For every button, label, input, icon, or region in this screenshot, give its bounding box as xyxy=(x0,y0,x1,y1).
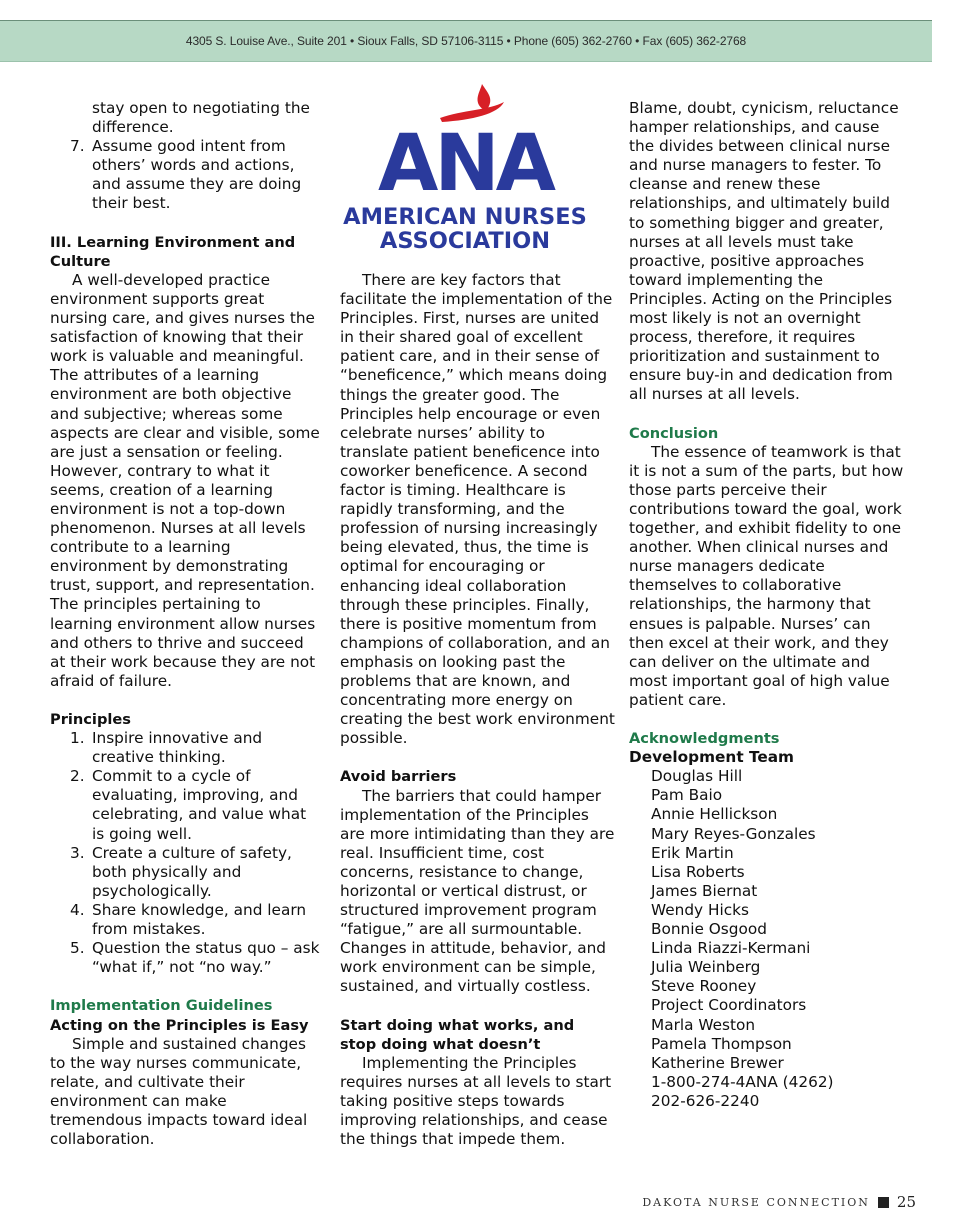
list-item: 2. Commit to a cycle of evaluating, improving, and celebrating, and value what is going well. xyxy=(70,767,307,843)
list-item: 1-800-274-4ANA (4262) xyxy=(651,1072,834,1091)
logo-letters: ANA xyxy=(377,119,553,209)
principles-heading: Principles xyxy=(50,711,131,728)
list-item: 3. Create a culture of safety, both physically and psychologically. xyxy=(70,843,292,900)
ana-logo xyxy=(312,80,618,255)
page-footer xyxy=(642,1193,916,1211)
start-paragraph: Implementing the Principles requires nurses at all levels to start taking positive steps towards improving relationships, and cease the things that impede them. xyxy=(340,1053,612,1149)
team-heading: Development Team xyxy=(629,748,795,767)
magazine-title: DAKOTA NURSE CONNECTION xyxy=(642,1195,870,1209)
implementation-subheading: Acting on the Principles is Easy xyxy=(50,1016,309,1034)
list-number: 7. xyxy=(70,137,85,156)
list-item: Katherine Brewer xyxy=(651,1053,784,1072)
list-item: Lisa Roberts xyxy=(651,862,745,881)
list-item: Julia Weinberg xyxy=(651,958,761,977)
list-item: Mary Reyes-Gonzales xyxy=(651,824,816,843)
barriers-heading: Avoid barriers xyxy=(340,768,457,786)
conclusion-paragraph: The essence of teamwork is that it is not a sum of the parts, but how those parts perceive their contributions toward the goal, work together, and exhibit fidelity to one another. When clinical nurses and nurse managers dedicate themselves to collaborative relationships, the harmony that ensues is palpable. Nurses’ can then excel at their work, and they can deliver on the ultimate and most important goal of high value patient care. xyxy=(629,442,904,709)
list-item: Steve Rooney xyxy=(651,977,757,996)
list-item: Douglas Hill xyxy=(651,767,743,786)
implementation-paragraph: Simple and sustained changes to the way nurses communicate, relate, and cultivate their environment can make tremendous impacts toward ideal collaboration. xyxy=(50,1034,308,1149)
list-item: 5. Question the status quo – ask “what if,” not “no way.” xyxy=(70,939,320,977)
section-heading: III. Learning Environment and Culture xyxy=(50,233,296,270)
flame-icon xyxy=(440,84,504,122)
list-item: Annie Hellickson xyxy=(651,805,778,824)
list-item: 1. Inspire innovative and creative thinking. xyxy=(70,729,263,767)
principles-list xyxy=(50,729,322,977)
page-number: 25 xyxy=(896,1193,916,1211)
list-item: Bonnie Osgood xyxy=(651,920,767,939)
team-list xyxy=(629,767,904,1111)
square-separator-icon xyxy=(878,1197,889,1208)
address-text: 4305 S. Louise Ave., Suite 201 • Sioux Falls, SD 57106-3115 • Phone (605) 362-2760 • Fax (605) 362-2768 xyxy=(185,34,747,48)
implementation-heading: Implementation Guidelines xyxy=(50,997,273,1015)
list-item: Erik Martin xyxy=(651,843,734,862)
list-item: Wendy Hicks xyxy=(651,900,749,919)
column-middle xyxy=(340,271,615,1149)
conclusion-heading: Conclusion xyxy=(629,424,719,442)
list-item: 7. Assume good intent from others’ words and actions, and assume they are doing their best. xyxy=(70,137,302,213)
list-item: Marla Weston xyxy=(651,1015,756,1034)
logo-line2: ASSOCIATION xyxy=(379,228,551,254)
list-item: James Biernat xyxy=(651,881,758,900)
list-item: 202-626-2240 xyxy=(651,1091,760,1110)
section-paragraph: A well-developed practice environment supports great nursing care, and gives nurses the satisfaction of knowing that their work is valuable and meaningful. The attributes of a learning environment are both objective and subjective; whereas some aspects are clear and visible, some are just a sensation or feeling. However, contrary to what it seems, creation of a learning environment is not a top-down phenomenon. Nurses at all levels contribute to a learning environment by demonstrating trust, support, and representation. The principles pertaining to learning environment allow nurses and others to thrive and succeed at their work because they are not afraid of failure. xyxy=(50,270,320,690)
list-item: Pam Baio xyxy=(651,786,723,805)
list-item-continued: stay open to negotiating the difference. xyxy=(92,99,310,137)
address-banner xyxy=(0,20,932,62)
list-item: Pamela Thompson xyxy=(651,1034,792,1053)
column-left xyxy=(50,99,322,1149)
list-item: Linda Riazzi-Kermani xyxy=(651,939,811,958)
logo-line1: AMERICAN NURSES xyxy=(343,204,587,230)
continued-paragraph: Blame, doubt, cynicism, reluctance hamper relationships, and cause the divides between clinical nurse and nurse managers to fester. To cleanse and renew these relationships, and ultimately build to something bigger and greater, nurses at all levels must take proactive, positive approaches toward implementing the Principles. Acting on the Principles most likely is not an overnight process, therefore, it requires prioritization and sustainment to ensure buy-in and dedication from all nurses at all levels. xyxy=(629,99,899,404)
top-margin xyxy=(0,0,960,20)
continued-list xyxy=(50,99,322,214)
column-right xyxy=(629,99,904,1111)
start-heading: Start doing what works, and stop doing what doesn’t xyxy=(340,1016,575,1053)
factors-paragraph: There are key factors that facilitate the implementation of the Principles. First, nurses are united in their shared goal of excellent patient care, and in their sense of “beneficence,” which means doing things the greater good. The Principles help encourage or even celebrate nurses’ ability to translate patient beneficence into coworker beneficence. A second factor is timing. Healthcare is rapidly transforming, and the profession of nursing increasingly being elevated, thus, the time is optimal for encouraging or enhancing ideal collaboration through these principles. Finally, there is positive momentum from champions of collaboration, and an emphasis on looking past the problems that are known, and concentrating more energy on creating the best work environment possible. xyxy=(340,271,615,748)
list-item: Project Coordinators xyxy=(651,996,807,1015)
acknowledgments-heading: Acknowledgments xyxy=(629,730,780,748)
list-item: 4. Share knowledge, and learn from mistakes. xyxy=(70,900,307,939)
barriers-paragraph: The barriers that could hamper implementation of the Principles are more intimidating than they are real. Insufficient time, cost concerns, resistance to change, horizontal or vertical distrust, or structured improvement program “fatigue,” are all surmountable. Changes in attitude, behavior, and work environment can be simple, sustained, and virtually costless. xyxy=(340,786,615,996)
